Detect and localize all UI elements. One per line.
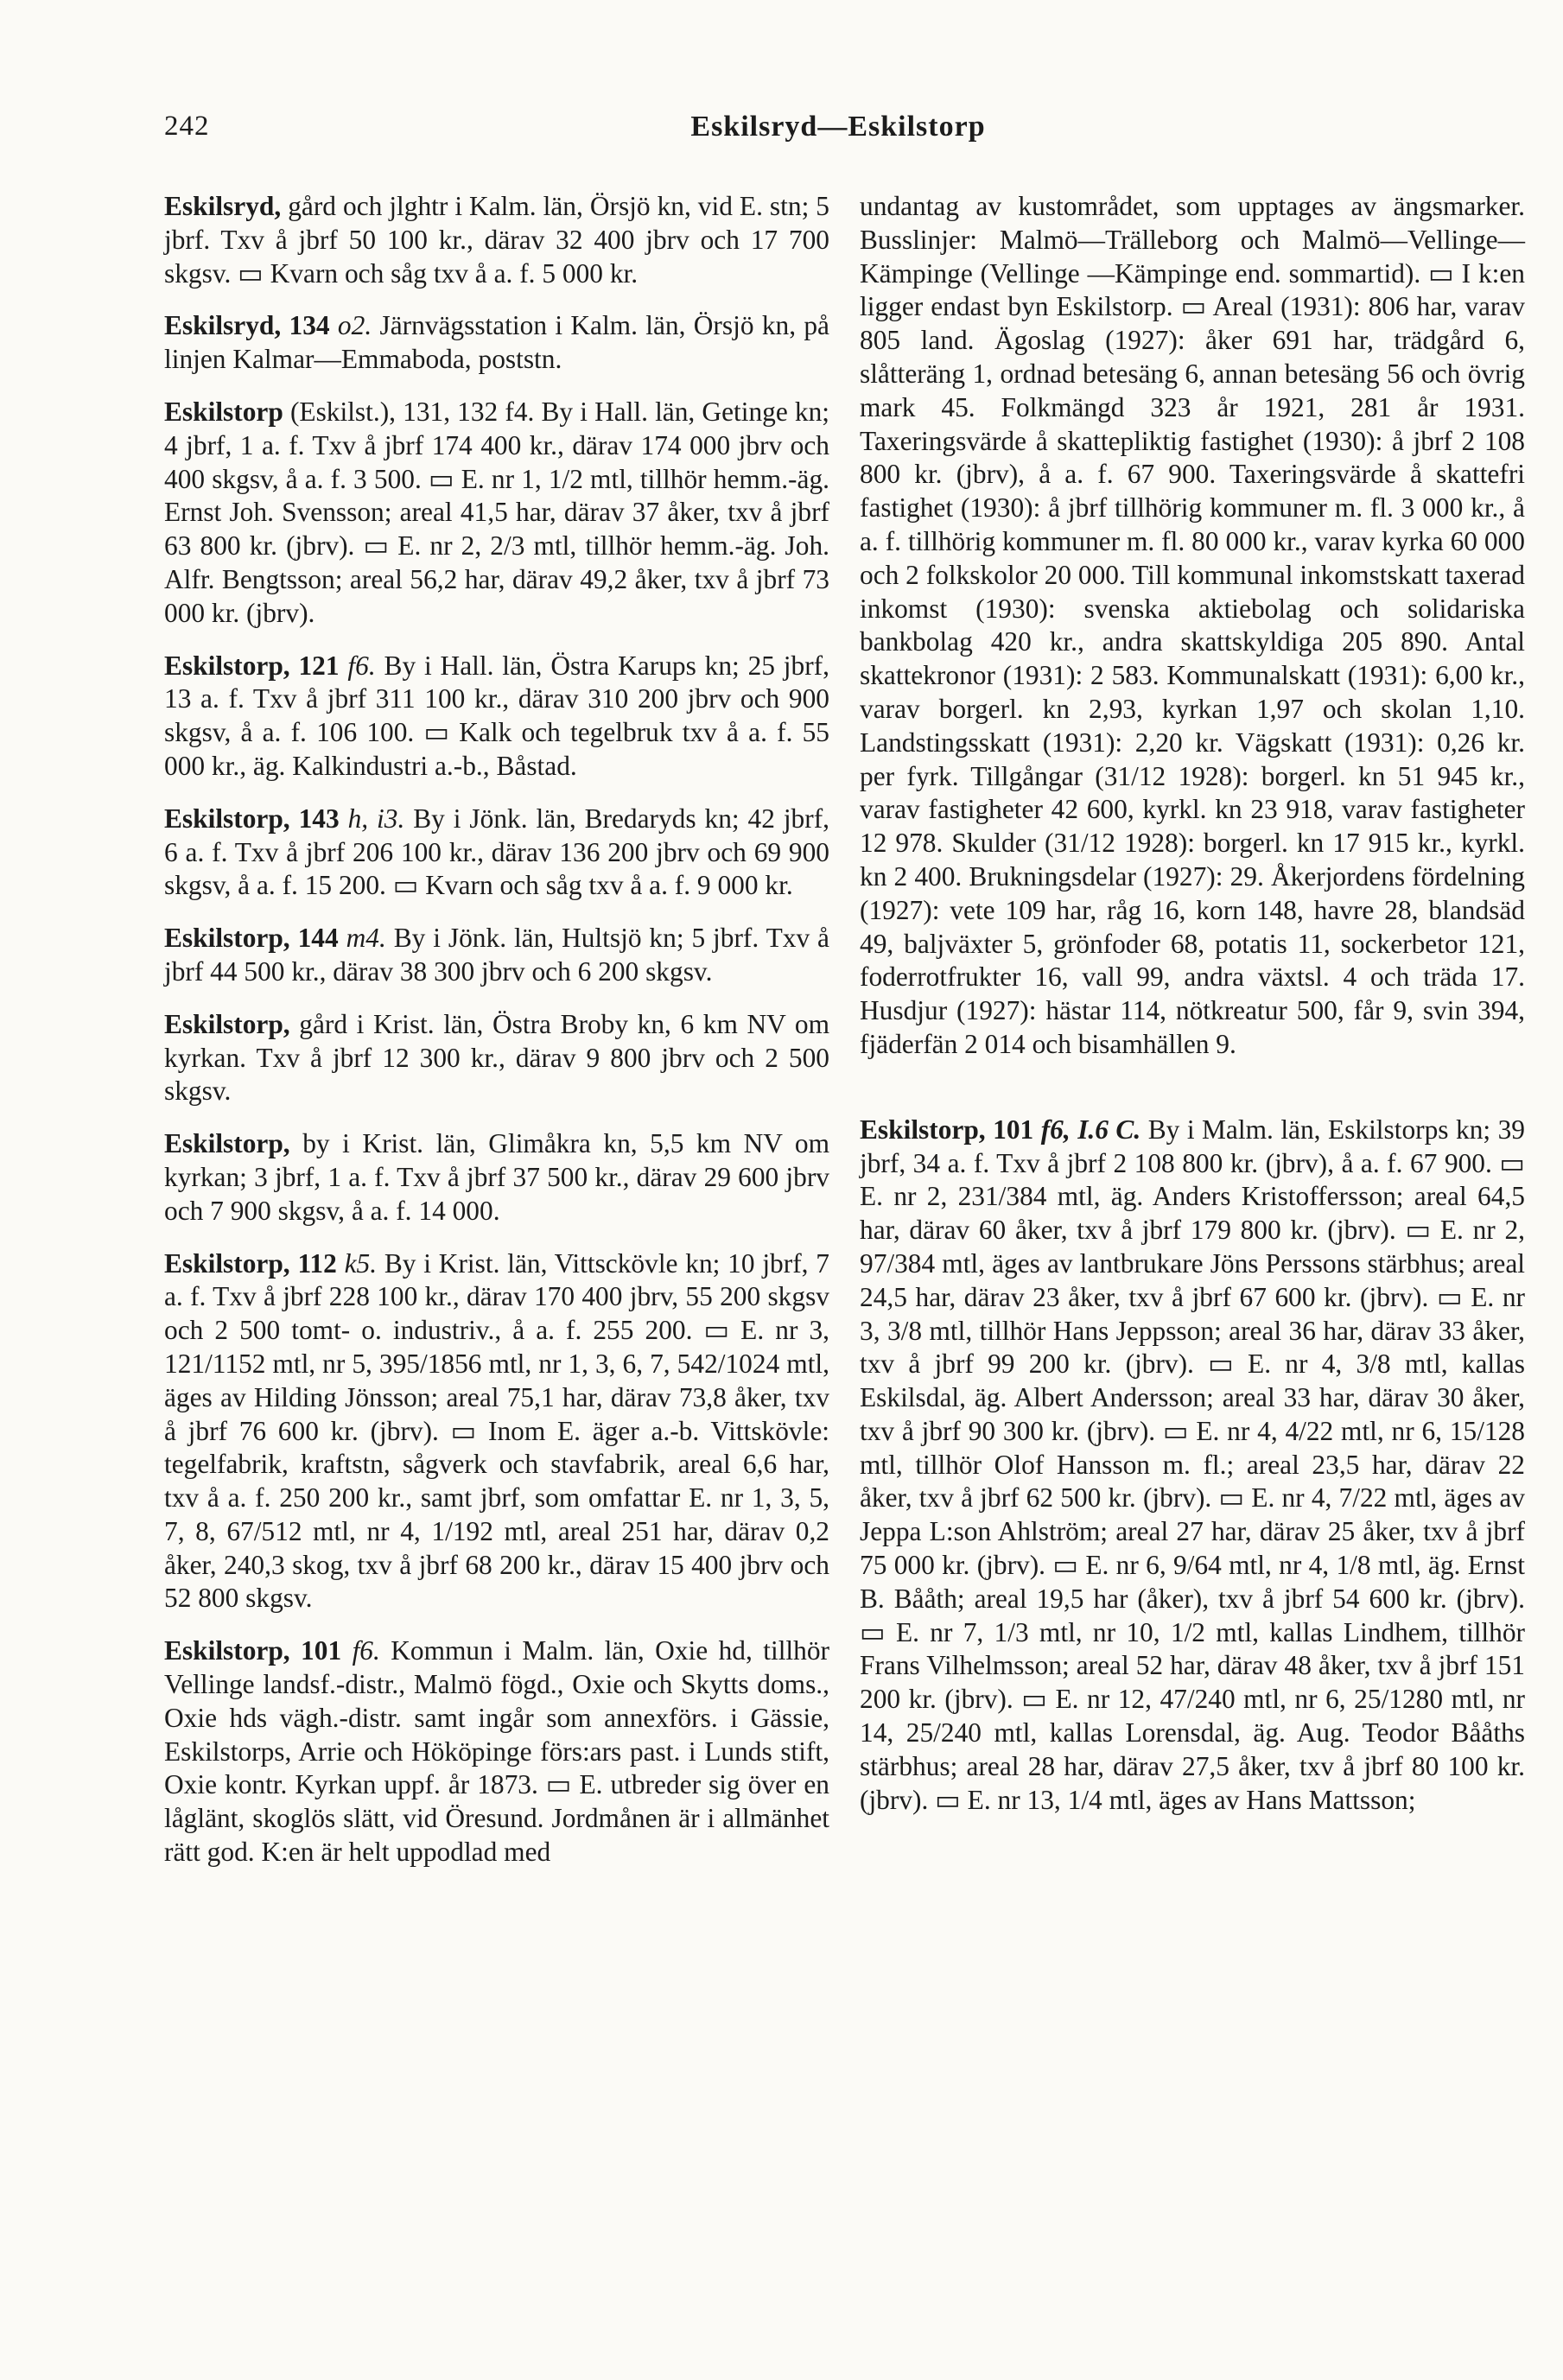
entry-headword: Eskilstorp xyxy=(164,396,283,427)
entry-map-ref: f6. xyxy=(347,650,376,681)
entry-headword: Eskilsryd, 134 xyxy=(164,310,330,341)
entry-map-ref: f6, I.6 C. xyxy=(1040,1114,1141,1145)
entry-headword: Eskilstorp, 101 xyxy=(164,1635,342,1666)
entry-eskilstorp-bredaryd xyxy=(164,803,829,903)
entry-eskilsryd-gard xyxy=(164,190,829,290)
entry-eskilstorp-ostra-karup xyxy=(164,650,829,784)
entry-eskilstorp-by-malmo xyxy=(860,1114,1525,1818)
entry-text: Järnvägsstation i Kalm. län, Örsjö kn, på linjen Kalmar—Emmaboda, poststn. xyxy=(164,310,829,375)
entry-kommun-continuation xyxy=(860,190,1525,1062)
entry-headword: Eskilsryd, xyxy=(164,191,282,221)
entry-text: By i Malm. län, Eskilstorps kn; 39 jbrf, 34 a. f. Txv å jbrf 2 108 800 kr. (jbrv), å a. f. 67 900. ▭ E. nr 2, 231/384 mtl, äg. Anders Kristoffersson; areal 64,5 har, därav 60 åker, txv å jbrf 179 800 kr. (jbrv). ▭ E. nr 2, 97/384 mtl, äges av lantbrukare Jöns Perssons stärbhus; areal 24,5 har, därav 23 åker, txv å jbrf 67 600 kr. (jbrv). ▭ E. nr 3, 3/8 mtl, tillhör Hans Jeppsson; areal 36 har, därav 33 åker, txv å jbrf 99 200 kr. (jbrv). ▭ E. nr 4, 3/8 mtl, kallas Eskilsdal, äg. Albert Andersson; areal 33 har, därav 30 åker, txv å jbrf 90 300 kr. (jbrv). ▭ E. nr 4, 4/22 mtl, nr 6, 15/128 mtl, tillhör Olof Hansson m. fl.; areal 23,5 har, därav 22 åker, txv å jbrf 62 500 kr. (jbrv). ▭ E. nr 4, 7/22 mtl, äges av Jeppa L:son Ahlström; areal 27 har, därav 25 åker, txv å jbrf 75 000 kr. (jbrv). ▭ E. nr 6, 9/64 mtl, nr 4, 1/8 mtl, äg. Ernst B. Bååth; areal 19,5 har (åker), txv å jbrf 54 600 kr. (jbrv). ▭ E. nr 7, 1/3 mtl, nr 10, 1/2 mtl, kallas Lindhem, tillhör Frans Vilhelmsson; areal 52 har, därav 48 åker, txv å jbrf 151 200 kr. (jbrv). ▭ E. nr 12, 47/240 mtl, nr 6, 25/1280 mtl, nr 14, 25/240 mtl, kallas Lorensdal, äg. Aug. Teodor Bååths stärbhus; areal 28 har, därav 27,5 åker, txv å jbrf 80 100 kr. (jbrv). ▭ E. nr 13, 1/4 mtl, äges av Hans Mattsson; xyxy=(860,1114,1525,1815)
entry-text: gård i Krist. län, Östra Broby kn, 6 km NV om kyrkan. Txv å jbrf 12 300 kr., därav 9 800 jbrv och 2 500 skgsv. xyxy=(164,1008,829,1107)
entry-text: Kommun i Malm. län, Oxie hd, tillhör Vellinge landsf.-distr., Malmö fögd., Oxie och Skytts doms., Oxie hds vägh.-distr. samt ingår som annexförs. i Gässie, Eskilstorps, Arrie och Hököpinge förs:ars past. i Lunds stift, Oxie kontr. Kyrkan uppf. år 1873. ▭ E. utbreder sig över en låglänt, skoglös slätt, vid Öresund. Jordmånen är i allmänhet rätt god. K:en är helt uppodlad med xyxy=(164,1635,829,1868)
entry-eskilstorp-vittskovle xyxy=(164,1247,829,1616)
running-title: Eskilsryd—Eskilstorp xyxy=(690,111,986,143)
left-column xyxy=(164,190,829,1888)
entry-headword: Eskilstorp, xyxy=(164,1128,290,1159)
page-header xyxy=(164,111,1512,162)
entry-text: gård och jlghtr i Kalm. län, Örsjö kn, vid E. stn; 5 jbrf. Txv å jbrf 50 100 kr., därav 32 400 jbrv och 17 700 skgsv. ▭ Kvarn och såg txv å a. f. 5 000 kr. xyxy=(164,191,829,289)
right-column xyxy=(860,190,1525,1836)
entry-eskilstorp-hultsjo xyxy=(164,922,829,989)
entry-text: undantag av kustområdet, som upptages av ängsmarker. Busslinjer: Malmö—Trälleborg och Malmö—Vellinge—Kämpinge (Vellinge —Kämpinge end. sommartid). ▭ I k:en ligger endast byn Eskilstorp. ▭ Areal (1931): 806 har, varav 805 land. Ägoslag (1927): åker 691 har, trädgård 6, slåtteräng 1, ordnad betesäng 6, annan betesäng 56 och övrig mark 45. Folkmängd 323 år 1921, 281 år 1931. Taxeringsvärde å skattepliktig fastighet (1930): å jbrf 2 108 800 kr. (jbrv), å a. f. 67 900. Taxeringsvärde å skattefri fastighet (1930): å jbrf tillhörig kommuner m. fl. 3 000 kr., å a. f. tillhörig kommuner m. fl. 80 000 kr., varav kyrka 60 000 och 2 folkskolor 20 000. Till kommunal inkomstskatt taxerad inkomst (1930): svenska aktiebolag och solidariska bankbolag 420 kr., andra skattskyldiga 205 890. Antal skattekronor (1931): 2 583. Kommunalskatt (1931): 6,00 kr., varav borgerl. kn 2,93, kyrkan 1,97 och skolan 1,10. Landstingsskatt (1931): 2,20 kr. Vägskatt (1931): 0,26 kr. per fyrk. Tillgångar (31/12 1928): borgerl. kn 51 945 kr., varav fastigheter 42 600, kyrkl. kn 23 918, varav fastigheter 12 978. Skulder (31/12 1928): borgerl. kn 17 915 kr., kyrkl. kn 2 400. Brukningsdelar (1927): 29. Åkerjordens fördelning (1927): vete 109 har, råg 16, korn 148, havre 28, blandsäd 49, baljväxter 5, grönfoder 68, potatis 11, sockerbetor 121, foderrotfrukter 16, vall 99, andra växtsl. 4 och träda 17. Husdjur (1927): hästar 114, nötkreatur 500, får 9, svin 394, fjäderfän 2 014 och bisamhällen 9. xyxy=(860,191,1525,1059)
entry-text: By i Krist. län, Vittsckövle kn; 10 jbrf, 7 a. f. Txv å jbrf 228 100 kr., därav 170 400 jbrv, 55 200 skgsv och 2 500 tomt- o. industriv., å a. f. 255 200. ▭ E. nr 3, 121/1152 mtl, nr 5, 395/1856 mtl, nr 1, 3, 6, 7, 542/1024 mtl, äges av Hilding Jönsson; areal 75,1 har, därav 73,8 åker, txv å jbrf 76 600 kr. (jbrv). ▭ Inom E. äger a.-b. Vittskövle: tegelfabrik, kraftstn, sågverk och stavfabrik, areal 6,6 har, txv å a. f. 250 200 kr., samt jbrf, som omfattar E. nr 1, 3, 5, 7, 8, 67/512 mtl, nr 4, 1/192 mtl, areal 251 har, därav 0,2 åker, 240,3 skog, txv å jbrf 68 200 kr., därav 15 400 jbrv och 52 800 skgsv. xyxy=(164,1247,829,1614)
entry-text: by i Krist. län, Glimåkra kn, 5,5 km NV om kyrkan; 3 jbrf, 1 a. f. Txv å jbrf 37 500 kr., därav 29 600 jbrv och 7 900 skgsv, å a. f. 14 000. xyxy=(164,1128,829,1226)
entry-text: By i Jönk. län, Bredaryds kn; 42 jbrf, 6 a. f. Txv å jbrf 206 100 kr., därav 136 200 jbrv och 69 900 skgsv, å a. f. 15 200. ▭ Kvarn och såg txv å a. f. 9 000 kr. xyxy=(164,803,830,901)
entry-headword: Eskilstorp, 112 xyxy=(164,1247,337,1279)
entry-map-ref: k5. xyxy=(344,1247,378,1279)
entry-map-ref: h, i3. xyxy=(347,803,405,834)
entry-eskilstorp-getinge xyxy=(164,396,829,631)
entry-eskilstorp-glimakra xyxy=(164,1127,829,1228)
entry-eskilstorp-kommun xyxy=(164,1634,829,1869)
entry-eskilstorp-ostra-broby xyxy=(164,1008,829,1108)
entry-headword: Eskilstorp, 101 xyxy=(860,1114,1034,1145)
entry-headword: Eskilstorp, xyxy=(164,1008,290,1039)
page-number: 242 xyxy=(164,111,210,142)
entry-text: (Eskilst.), 131, 132 f4. By i Hall. län, Getinge kn; 4 jbrf, 1 a. f. Txv å jbrf 174 400 kr., därav 174 000 jbrv och 400 skgsv, å a. f. 3 500. ▭ E. nr 1, 1/2 mtl, tillhör hemm.-äg. Ernst Joh. Svensson; areal 41,5 har, därav 37 åker, txv å jbrf 63 800 kr. (jbrv). ▭ E. nr 2, 2/3 mtl, tillhör hemm.-äg. Joh. Alfr. Bengtsson; areal 56,2 har, därav 49,2 åker, txv å jbrf 73 000 kr. (jbrv). xyxy=(164,396,829,628)
entry-eskilsryd-station xyxy=(164,309,829,377)
entry-text: By i Hall. län, Östra Karups kn; 25 jbrf, 13 a. f. Txv å jbrf 311 100 kr., därav 310 200 jbrv och 900 skgsv, å a. f. 106 100. ▭ Kalk och tegelbruk txv å a. f. 55 000 kr., äg. Kalkindustri a.-b., Båstad. xyxy=(164,650,829,781)
entry-map-ref: f6. xyxy=(352,1635,380,1666)
entry-headword: Eskilstorp, 144 xyxy=(164,923,339,954)
entry-map-ref: m4. xyxy=(346,923,386,954)
entry-text: By i Jönk. län, Hultsjö kn; 5 jbrf. Txv å jbrf 44 500 kr., därav 38 300 jbrv och 6 200 skgsv. xyxy=(164,923,829,987)
entry-headword: Eskilstorp, 121 xyxy=(164,650,340,681)
entry-map-ref: o2. xyxy=(337,310,372,341)
entry-headword: Eskilstorp, 143 xyxy=(164,803,340,834)
